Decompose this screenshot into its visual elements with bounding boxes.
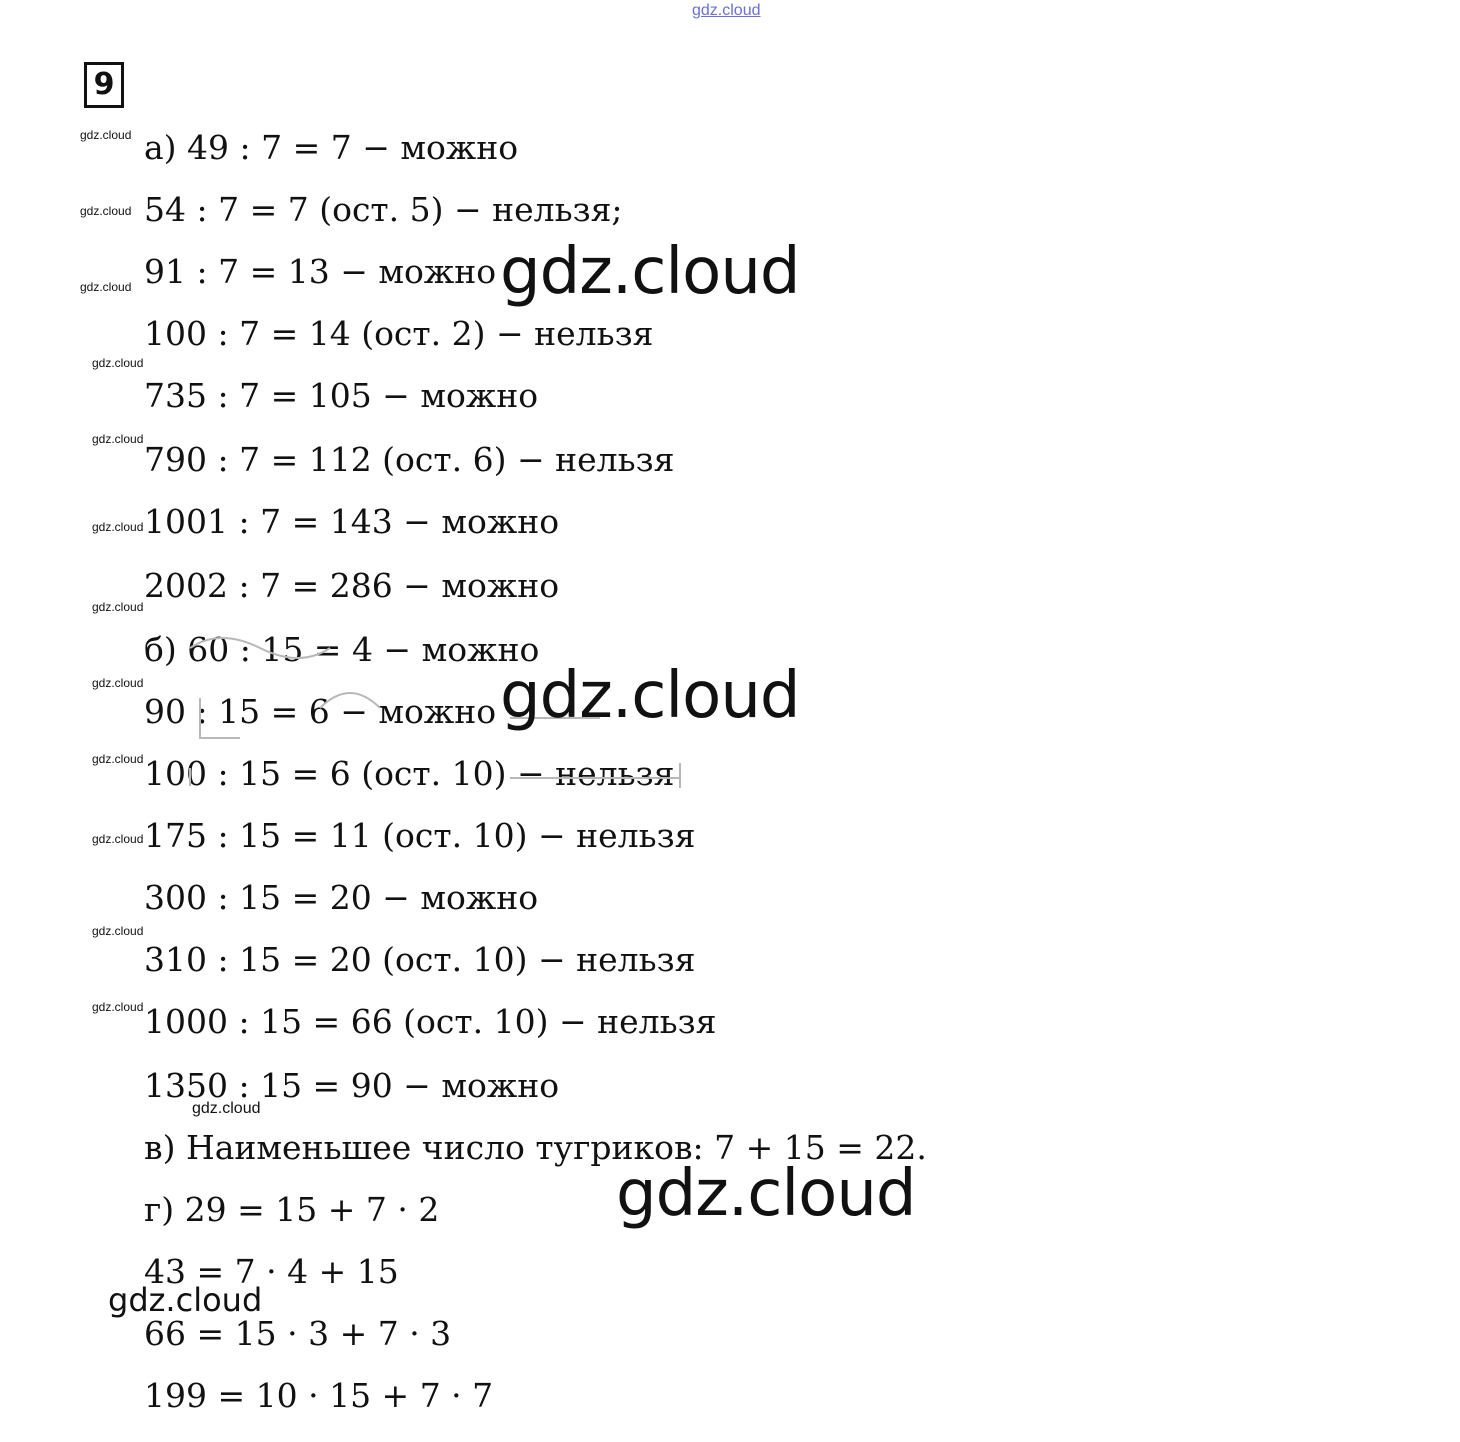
solution-line: 54 : 7 = 7 (ост. 5) − нельзя; [144, 190, 623, 229]
solution-line: 90 : 15 = 6 − можно [144, 692, 497, 731]
watermark-small: gdz.cloud [92, 432, 144, 446]
watermark-small: gdz.cloud [192, 1100, 261, 1117]
watermark-large: gdz.cloud [616, 1157, 916, 1231]
watermark-small: gdz.cloud [80, 280, 132, 294]
watermark-small: gdz.cloud [92, 676, 144, 690]
solution-line: 100 : 7 = 14 (ост. 2) − нельзя [144, 314, 654, 353]
solution-line: б) 60 : 15 = 4 − можно [144, 630, 540, 669]
solution-line: 66 = 15 · 3 + 7 · 3 [144, 1314, 452, 1353]
solution-line: 1001 : 7 = 143 − можно [144, 502, 560, 541]
watermark-small: gdz.cloud [92, 600, 144, 614]
task-number-box: 9 [84, 62, 124, 108]
watermark-small: gdz.cloud [92, 832, 144, 846]
solution-line: в) Наименьшее число тугриков: 7 + 15 = 22. [144, 1128, 927, 1167]
watermark-small: gdz.cloud [92, 356, 144, 370]
solution-line: 91 : 7 = 13 − можно [144, 252, 497, 291]
watermark-small: gdz.cloud [92, 1000, 144, 1014]
watermark-large: gdz.cloud [500, 235, 800, 309]
solution-line: 300 : 15 = 20 − можно [144, 878, 539, 917]
watermark-small: gdz.cloud [80, 204, 132, 218]
solution-line: 1000 : 15 = 66 (ост. 10) − нельзя [144, 1002, 717, 1041]
solution-line: 790 : 7 = 112 (ост. 6) − нельзя [144, 440, 675, 479]
watermark-small: gdz.cloud [92, 752, 144, 766]
solution-line: 175 : 15 = 11 (ост. 10) − нельзя [144, 816, 696, 855]
watermark-small: gdz.cloud [92, 924, 144, 938]
solution-line: 2002 : 7 = 286 − можно [144, 566, 560, 605]
solution-line: 43 = 7 · 4 + 15 [144, 1252, 399, 1291]
watermark-small: gdz.cloud [92, 520, 144, 534]
solution-line: 310 : 15 = 20 (ост. 10) − нельзя [144, 940, 696, 979]
watermark-large: gdz.cloud [500, 659, 800, 733]
solution-line: а) 49 : 7 = 7 − можно [144, 128, 519, 167]
solution-line: 199 = 10 · 15 + 7 · 7 [144, 1376, 494, 1415]
watermark-small: gdz.cloud [80, 128, 132, 142]
watermark-medium: gdz.cloud [108, 1281, 263, 1319]
solution-line: 735 : 7 = 105 − можно [144, 376, 539, 415]
site-watermark-link[interactable]: gdz.cloud [692, 2, 761, 19]
solution-line: 1350 : 15 = 90 − можно [144, 1066, 560, 1105]
solution-line: 100 : 15 = 6 (ост. 10) − нельзя [144, 754, 675, 793]
solution-line: г) 29 = 15 + 7 · 2 [144, 1190, 440, 1229]
